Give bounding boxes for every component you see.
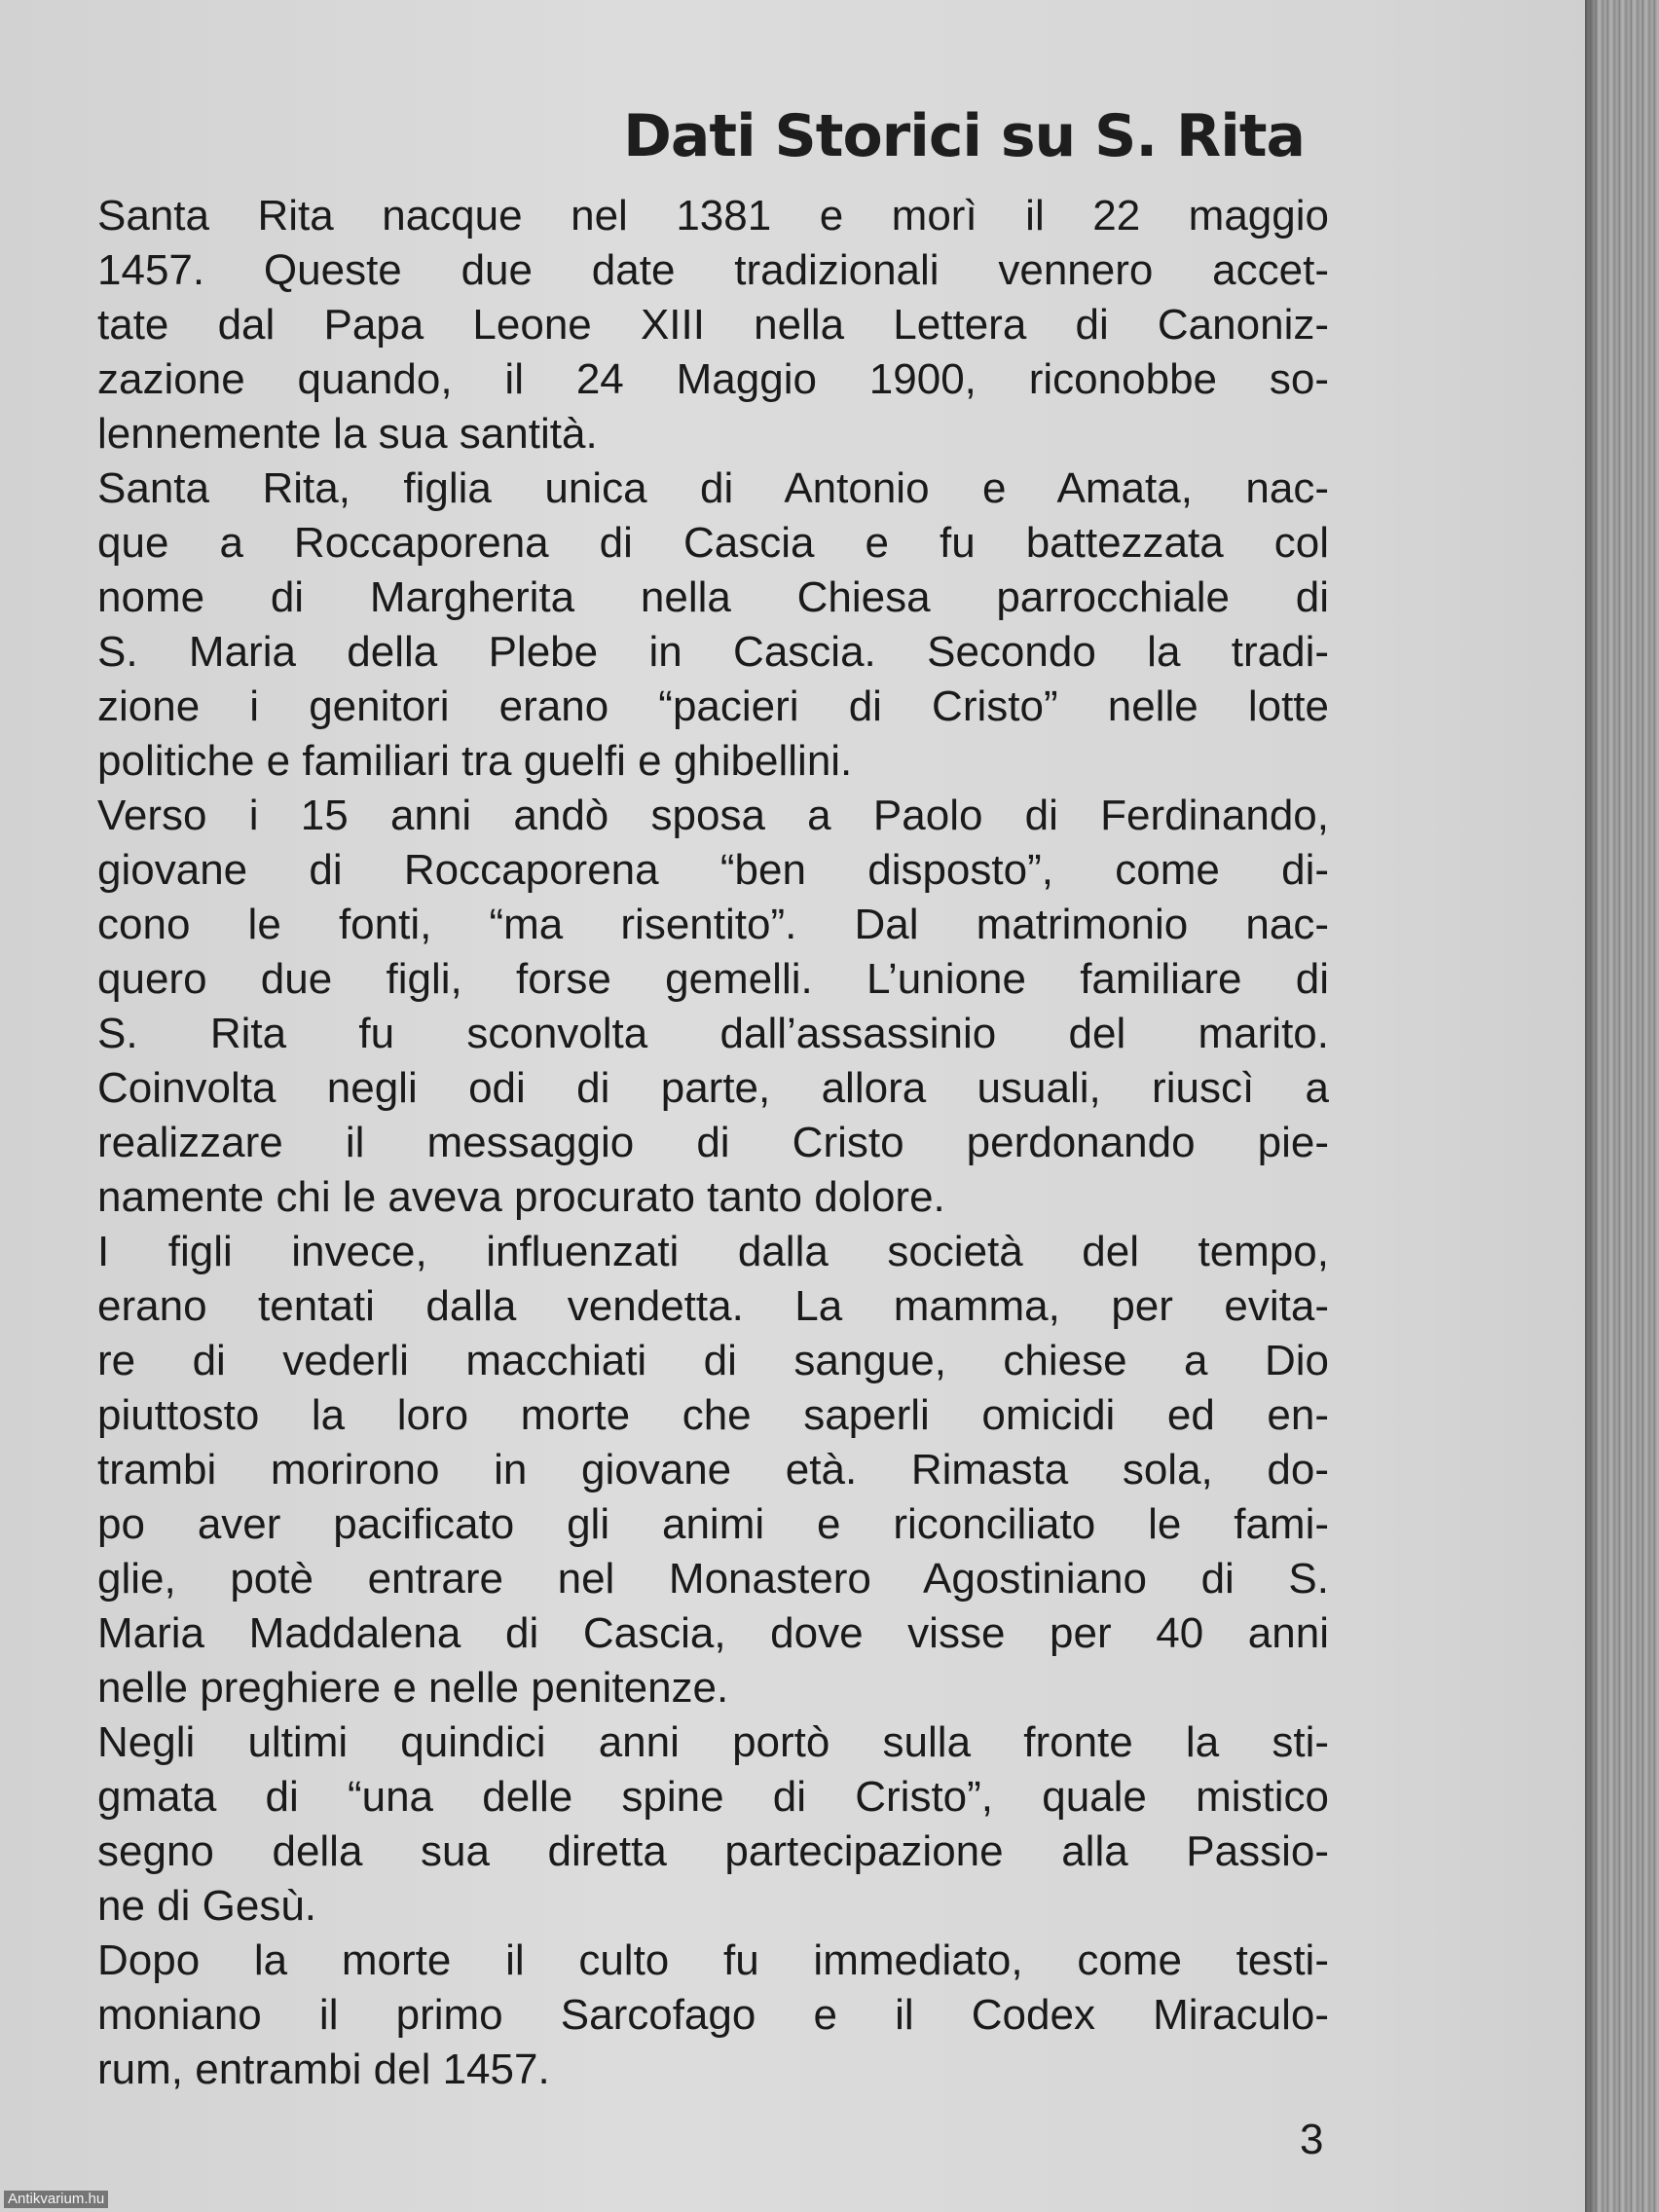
watermark: Antikvarium.hu bbox=[4, 2191, 108, 2208]
text-line: rum, entrambi del 1457. bbox=[97, 2046, 550, 2093]
text-line: glie, potè entrare nel Monastero Agostiniano di S. bbox=[97, 1555, 1329, 1603]
text-line: Dopo la morte il culto fu immediato, come testi- bbox=[97, 1936, 1329, 1984]
page-number: 3 bbox=[1300, 2116, 1324, 2163]
text-line: 1457. Queste due date tradizionali vennero accet- bbox=[97, 246, 1329, 294]
page-edge-shadow bbox=[1585, 0, 1599, 2212]
text-line: ne di Gesù. bbox=[97, 1882, 317, 1930]
text-line: segno della sua diretta partecipazione alla Passio- bbox=[97, 1827, 1329, 1875]
text-line: S. Rita fu sconvolta dall’assassinio del marito. bbox=[97, 1010, 1329, 1057]
text-line: Santa Rita nacque nel 1381 e morì il 22 maggio bbox=[97, 192, 1329, 240]
text-line: trambi morirono in giovane età. Rimasta sola, do- bbox=[97, 1446, 1329, 1493]
text-line: quero due figli, forse gemelli. L’unione familiare di bbox=[97, 955, 1329, 1003]
text-line: gmata di “una delle spine di Cristo”, quale mistico bbox=[97, 1773, 1329, 1821]
text-line: po aver pacificato gli animi e riconciliato le fami- bbox=[97, 1500, 1329, 1548]
text-line: erano tentati dalla vendetta. La mamma, per evita- bbox=[97, 1282, 1329, 1330]
text-line: zazione quando, il 24 Maggio 1900, riconobbe so- bbox=[97, 355, 1329, 403]
text-line: nelle preghiere e nelle penitenze. bbox=[97, 1664, 729, 1712]
text-line: zione i genitori erano “pacieri di Cristo” nelle lotte bbox=[97, 682, 1329, 730]
text-line: Maria Maddalena di Cascia, dove visse per 40 anni bbox=[97, 1609, 1329, 1657]
text-line: Santa Rita, figlia unica di Antonio e Amata, nac- bbox=[97, 464, 1329, 512]
text-line: realizzare il messaggio di Cristo perdonando pie- bbox=[97, 1119, 1329, 1166]
text-line: re di vederli macchiati di sangue, chiese a Dio bbox=[97, 1337, 1329, 1384]
text-line: politiche e familiari tra guelfi e ghibellini. bbox=[97, 737, 853, 785]
text-line: Negli ultimi quindici anni portò sulla fronte la sti- bbox=[97, 1718, 1329, 1766]
text-line: lennemente la sua santità. bbox=[97, 410, 598, 458]
text-line: nome di Margherita nella Chiesa parrocchiale di bbox=[97, 573, 1329, 621]
text-line: moniano il primo Sarcofago e il Codex Miraculo- bbox=[97, 1991, 1329, 2039]
text-line: tate dal Papa Leone XIII nella Lettera di Canoniz- bbox=[97, 301, 1329, 349]
text-line: que a Roccaporena di Cascia e fu battezzata col bbox=[97, 519, 1329, 567]
text-line: Coinvolta negli odi di parte, allora usuali, riuscì a bbox=[97, 1064, 1329, 1112]
text-line: S. Maria della Plebe in Cascia. Secondo la tradi- bbox=[97, 628, 1329, 676]
text-line: cono le fonti, “ma risentito”. Dal matrimonio nac- bbox=[97, 901, 1329, 948]
text-line: I figli invece, influenzati dalla società del tempo, bbox=[97, 1228, 1329, 1275]
text-line: piuttosto la loro morte che saperli omicidi ed en- bbox=[97, 1391, 1329, 1439]
text-line: giovane di Roccaporena “ben disposto”, come di- bbox=[97, 846, 1329, 894]
text-line: Verso i 15 anni andò sposa a Paolo di Ferdinando, bbox=[97, 792, 1329, 839]
body-text bbox=[97, 189, 1329, 2097]
page-title: Dati Storici su S. Rita bbox=[623, 102, 1305, 170]
text-line: namente chi le aveva procurato tanto dolore. bbox=[97, 1173, 945, 1221]
